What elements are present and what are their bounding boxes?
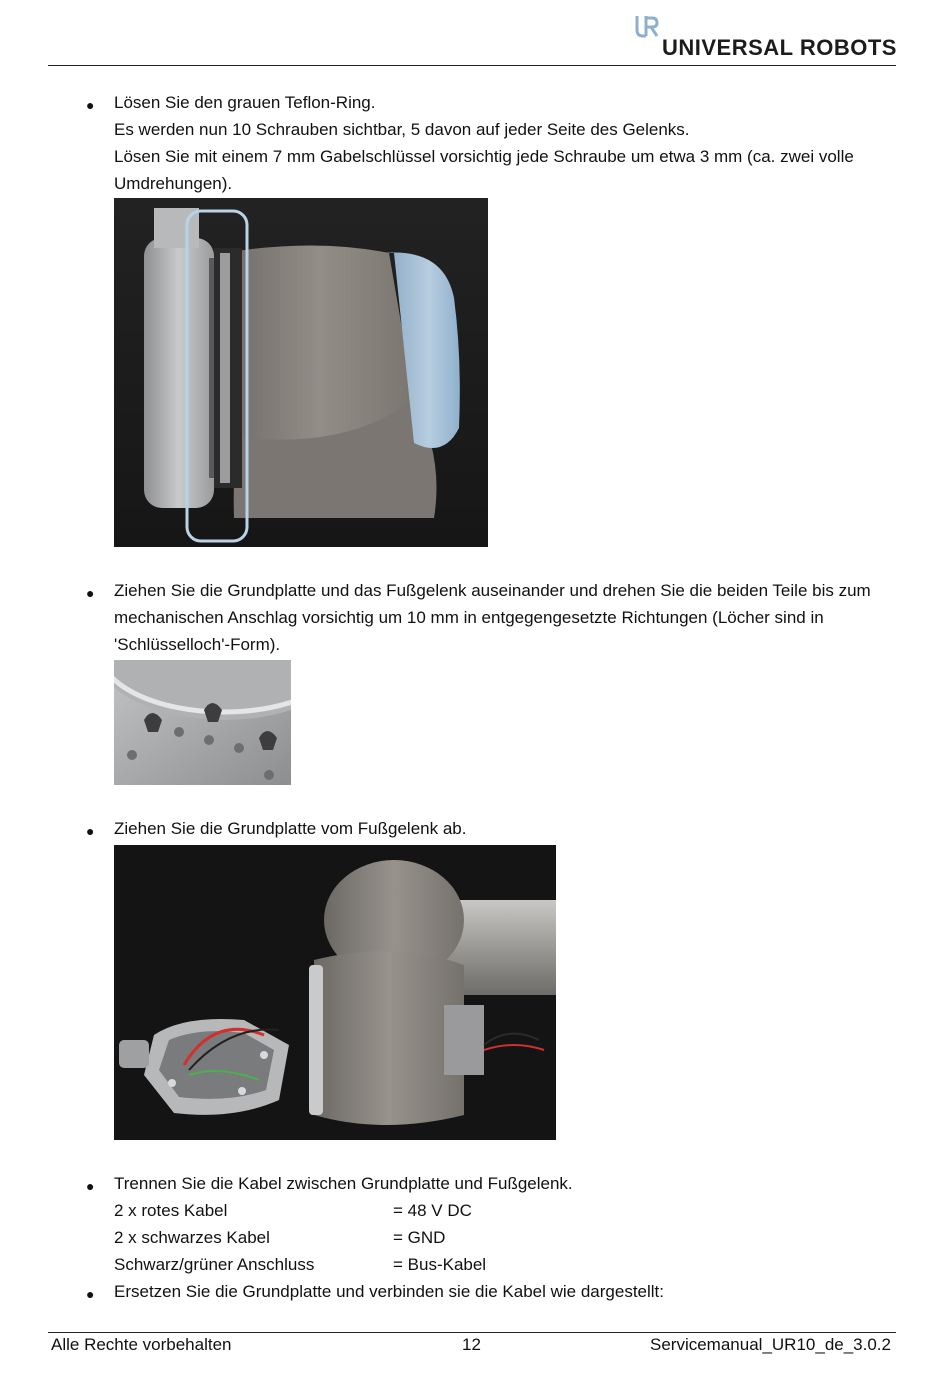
bullet-icon: ●: [86, 823, 95, 839]
photo-joint-teflon-ring: [114, 198, 488, 547]
step-3-line-1: Ziehen Sie die Grundplatte vom Fußgelenk ab.: [114, 819, 467, 838]
step-1-line-3: Lösen Sie mit einem 7 mm Gabelschlüssel vorsichtig jede Schraube um etwa 3 mm (ca. zwei volle: [114, 147, 854, 166]
cable-value-red: = 48 V DC: [393, 1201, 472, 1220]
cable-name-red: 2 x rotes Kabel: [114, 1201, 228, 1220]
step-1-line-1: Lösen Sie den grauen Teflon-Ring.: [114, 93, 376, 112]
photo-keyhole-plate: [114, 660, 291, 785]
step-2-line-1: Ziehen Sie die Grundplatte und das Fußgelenk auseinander und drehen Sie die beiden Teile bis zum: [114, 581, 871, 600]
step-2-line-2: mechanischen Anschlag vorsichtig um 10 mm in entgegengesetzte Richtungen (Löcher sind in: [114, 608, 824, 627]
cable-name-bus: Schwarz/grüner Anschluss: [114, 1255, 315, 1274]
page-number: 12: [462, 1335, 481, 1354]
footer-document-id: Servicemanual_UR10_de_3.0.2: [650, 1335, 891, 1354]
header-rule: [48, 65, 896, 66]
footer-copyright: Alle Rechte vorbehalten: [51, 1335, 232, 1354]
bullet-icon: ●: [86, 97, 95, 113]
bullet-icon: ●: [86, 1286, 95, 1302]
photo-separated-base: [114, 845, 556, 1140]
step-1-line-2: Es werden nun 10 Schrauben sichtbar, 5 davon auf jeder Seite des Gelenks.: [114, 120, 690, 139]
bullet-icon: ●: [86, 585, 95, 601]
ur-logo-icon: [634, 14, 660, 40]
step-2-line-3: 'Schlüsselloch'-Form).: [114, 635, 281, 654]
step-1-line-4: Umdrehungen).: [114, 174, 233, 193]
footer-rule: [48, 1332, 896, 1333]
step-5-line-1: Ersetzen Sie die Grundplatte und verbinden sie die Kabel wie dargestellt:: [114, 1282, 665, 1301]
cable-name-black: 2 x schwarzes Kabel: [114, 1228, 270, 1247]
bullet-icon: ●: [86, 1178, 95, 1194]
cable-value-bus: = Bus-Kabel: [393, 1255, 487, 1274]
brand-name: UNIVERSAL ROBOTS: [662, 35, 897, 60]
cable-value-black: = GND: [393, 1228, 446, 1247]
step-4-line-1: Trennen Sie die Kabel zwischen Grundplatte und Fußgelenk.: [114, 1174, 573, 1193]
